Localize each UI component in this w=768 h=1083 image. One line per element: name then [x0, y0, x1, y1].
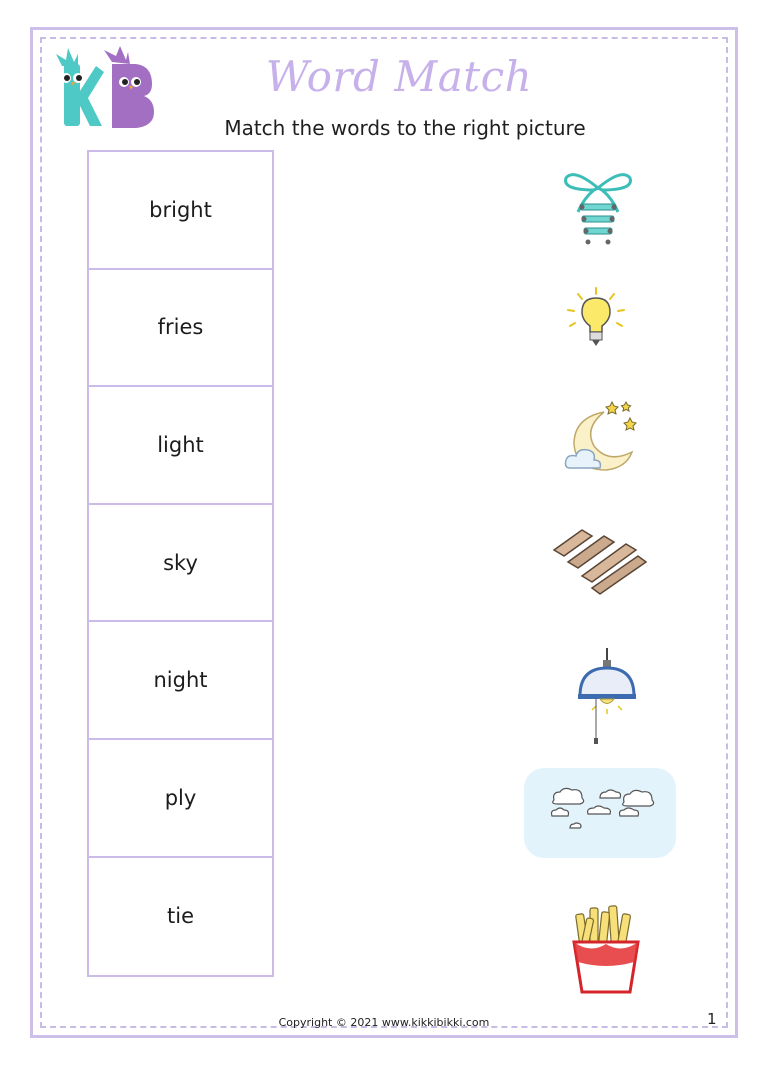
- word-label: light: [157, 432, 204, 457]
- word-table: [87, 150, 274, 977]
- page-number: 1: [707, 1010, 717, 1028]
- word-cell[interactable]: [89, 270, 272, 388]
- word-label: fries: [157, 315, 204, 340]
- word-cell[interactable]: [89, 740, 272, 858]
- word-cell[interactable]: [89, 152, 272, 270]
- shoelace-tie-icon[interactable]: [560, 168, 636, 246]
- page-title: Word Match: [265, 52, 533, 101]
- word-cell[interactable]: [89, 858, 272, 976]
- word-cell[interactable]: [89, 505, 272, 623]
- word-label: sky: [163, 550, 198, 575]
- instructions: Match the words to the right picture: [224, 116, 586, 140]
- moon-night-icon[interactable]: [560, 398, 642, 474]
- wood-planks-icon[interactable]: [552, 528, 648, 596]
- copyright-text: Copyright © 2021 www.kikkibikki.com: [278, 1016, 490, 1029]
- word-label: ply: [164, 785, 197, 810]
- sky-clouds-icon[interactable]: [524, 768, 676, 858]
- word-label: night: [153, 668, 208, 693]
- word-label: bright: [149, 197, 212, 222]
- light-bulb-icon[interactable]: [564, 286, 628, 350]
- word-label: tie: [167, 904, 194, 929]
- word-cell[interactable]: [89, 387, 272, 505]
- pendant-lamp-icon[interactable]: [574, 648, 640, 748]
- word-cell[interactable]: [89, 622, 272, 740]
- french-fries-icon[interactable]: [568, 904, 644, 994]
